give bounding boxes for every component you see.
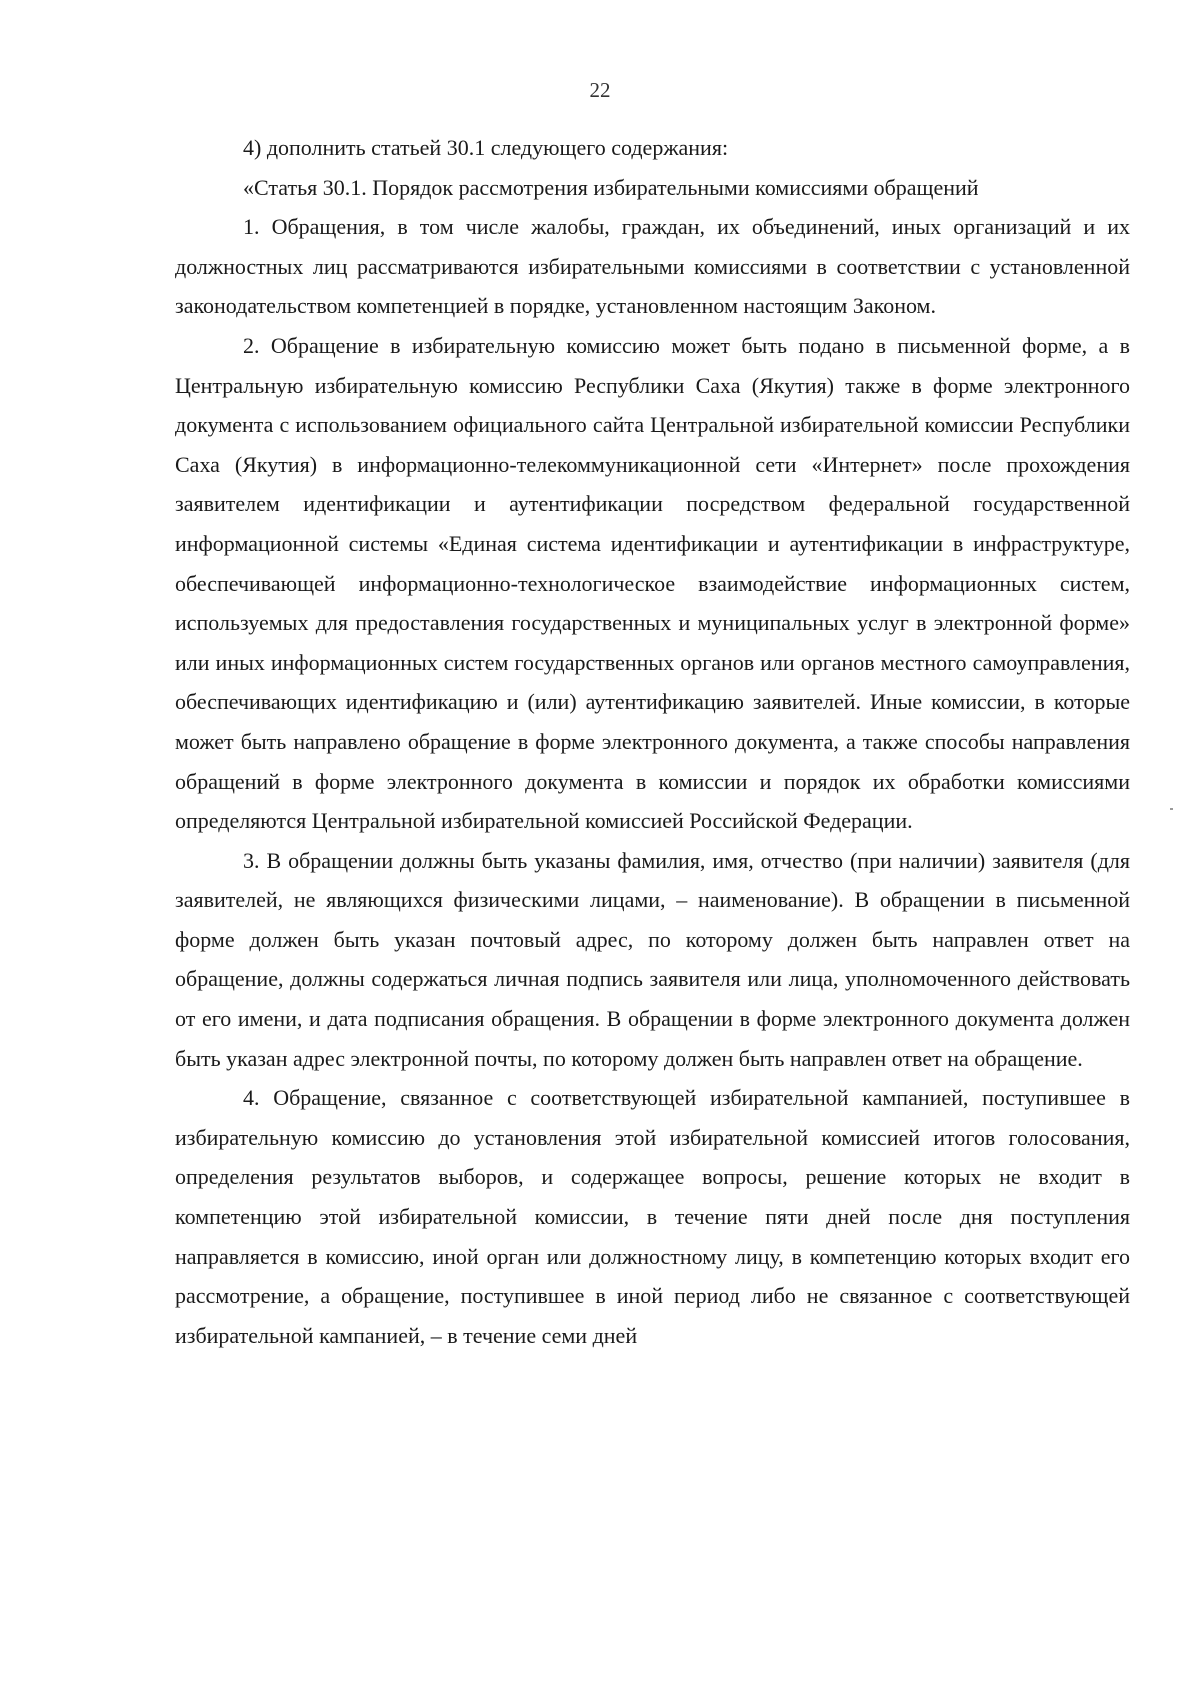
paragraph-item-2: 2. Обращение в избирательную комиссию может быть подано в письменной форме, а в Центральную избирательную комиссию Республики Саха (Якутия) также в форме электронного документа с использованием официального сайта Центральной избирательной комиссии Республики Саха (Якутия) в информационно-телекоммуникационной сети «Интернет» после прохождения заявителем идентификации и аутентификации посредством федеральной государственной информационной системы «Единая система идентификации и аутентификации в инфраструктуре, обеспечивающей информационно-технологическое взаимодействие информационных систем, используемых для предоставления государственных и муниципальных услуг в электронной форме» или иных информационных систем государственных органов или органов местного самоуправления, обеспечивающих идентификацию и (или) аутентификацию заявителей. Иные комиссии, в которые может быть направлено обращение в форме электронного документа, а также способы направления обращений в форме электронного документа в комиссии и порядок их обработки комиссиями определяются Центральной избирательной комиссией Российской Федерации. xyxy=(175,332,1130,834)
paragraph-item-1: 1. Обращения, в том числе жалобы, граждан, их объединений, иных организаций и их должностных лиц рассматриваются избирательными комиссиями в соответствии с установленной законодательством компетенцией в порядке, установленном настоящим Законом. xyxy=(175,214,1130,319)
scan-speck xyxy=(1170,808,1173,810)
paragraph-amendment-intro: 4) дополнить статьей 30.1 следующего содержания: xyxy=(243,135,729,160)
paragraph-item-4: 4. Обращение, связанное с соответствующей избирательной кампанией, поступившее в избирательную комиссию до установления этой избирательной комиссией итогов голосования, определения результатов выборов, и содержащее вопросы, решение которых не входит в компетенцию этой избирательной комиссии, в течение пяти дней после дня поступления направляется в комиссию, иной орган или должностному лицу, в компетенцию которых входит его рассмотрение, а обращение, поступившее в иной период либо не связанное с соответствующей избирательной кампанией, – в течение семи дней xyxy=(175,1085,1130,1348)
document-body xyxy=(175,128,1130,1355)
paragraph-item-3: 3. В обращении должны быть указаны фамилия, имя, отчество (при наличии) заявителя (для заявителей, не являющихся физическими лицами, – наименование). В обращении в письменной форме должен быть указан почтовый адрес, по которому должен быть направлен ответ на обращение, должны содержаться личная подпись заявителя или лица, уполномоченного действовать от его имени, и дата подписания обращения. В обращении в форме электронного документа должен быть указан адрес электронной почты, по которому должен быть направлен ответ на обращение. xyxy=(175,847,1130,1071)
paragraph-article-title: «Статья 30.1. Порядок рассмотрения избирательными комиссиями обращений xyxy=(243,174,979,200)
page-number: 22 xyxy=(589,78,611,102)
